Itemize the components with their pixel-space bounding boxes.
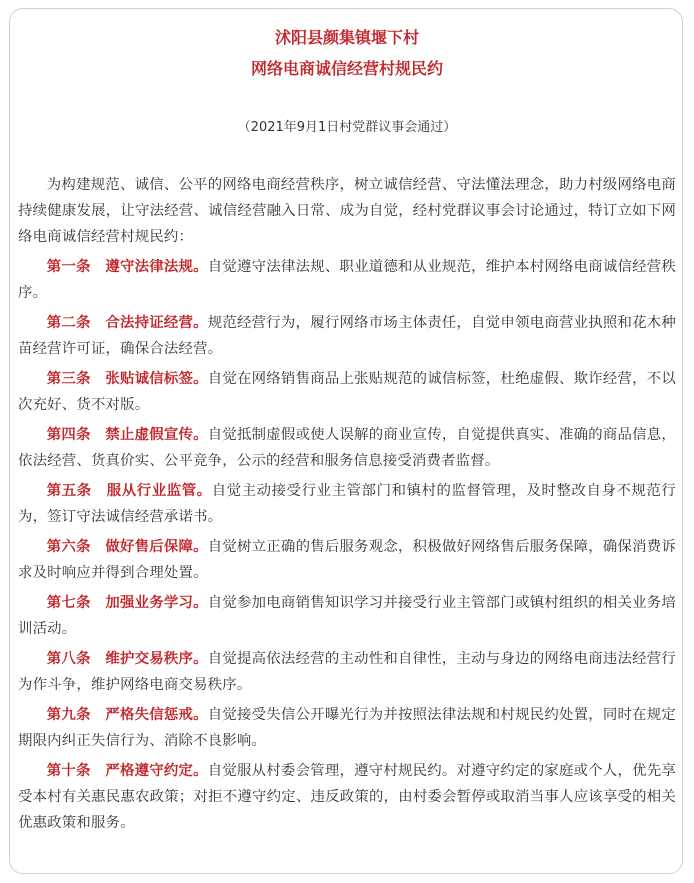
article-text: 自觉树立正确的售后服务观念，积极做好网络售后服务保障，确保消费诉求及时响应并得到合理处置。 [18,539,676,581]
article-heading: 第七条 加强业务学习。 [46,595,208,611]
intro-paragraph: 为构建规范、诚信、公平的网络电商经营秩序，树立诚信经营、守法懂法理念，助力村级网络电商持续健康发展，让守法经营、诚信经营融入日常、成为自觉，经村党群议事会讨论通过，特订立如下网络电商诚信经营村规民约： [18,177,676,245]
article-heading: 第九条 严格失信惩戒。 [46,707,208,723]
article-2 [18,310,676,362]
article-9 [18,702,676,754]
article-10 [18,758,676,836]
article-text: 自觉遵守法律法规、职业道德和从业规范，维护本村网络电商诚信经营秩序。 [18,259,676,301]
article-text: 自觉参加电商销售知识学习并接受行业主管部门或镇村组织的相关业务培训活动。 [18,595,676,637]
article-text: 自觉在网络销售商品上张贴规范的诚信标签，杜绝虚假、欺诈经营，不以次充好、货不对版。 [18,371,676,413]
document-body [18,172,676,836]
article-heading: 第三条 张贴诚信标签。 [46,371,208,387]
article-heading: 第十条 严格遵守约定。 [46,763,208,779]
article-1 [18,254,676,306]
article-text: 自觉服从村委会管理，遵守村规民约。对遵守约定的家庭或个人，优先享受本村有关惠民惠农政策；对拒不遵守约定、违反政策的，由村委会暂停或取消当事人应该享受的相关优惠政策和服务。 [18,763,676,831]
article-heading: 第六条 做好售后保障。 [46,539,208,555]
article-heading: 第四条 禁止虚假宣传。 [46,427,208,443]
article-heading: 第五条 服从行业监管。 [46,483,212,499]
article-8 [18,646,676,698]
article-text: 自觉抵制虚假或使人误解的商业宣传，自觉提供真实、准确的商品信息，依法经营、货真价实、公平竞争，公示的经营和服务信息接受消费者监督。 [18,427,676,469]
article-text: 规范经营行为，履行网络市场主体责任，自觉申领电商营业执照和花木种苗经营许可证，确保合法经营。 [18,315,676,357]
article-heading: 第二条 合法持证经营。 [46,315,208,331]
article-3 [18,366,676,418]
article-text: 自觉提高依法经营的主动性和自律性，主动与身边的网络电商违法经营行为作斗争，维护网络电商交易秩序。 [18,651,676,693]
document-title-line1: 沭阳县颜集镇堰下村 [274,28,419,47]
document-title-line2: 网络电商诚信经营村规民约 [250,59,443,78]
article-text: 自觉接受失信公开曝光行为并按照法律法规和村规民约处置，同时在规定期限内纠正失信行为、消除不良影响。 [18,707,676,749]
article-heading: 第八条 维护交易秩序。 [46,651,208,667]
article-heading: 第一条 遵守法律法规。 [46,259,208,275]
article-6 [18,534,676,586]
adoption-date-note: （2021年9月1日村党群议事会通过） [237,120,457,135]
article-4 [18,422,676,474]
article-7 [18,590,676,642]
article-text: 自觉主动接受行业主管部门和镇村的监督管理，及时整改自身不规范行为，签订守法诚信经营承诺书。 [18,483,677,525]
article-5 [18,478,676,530]
